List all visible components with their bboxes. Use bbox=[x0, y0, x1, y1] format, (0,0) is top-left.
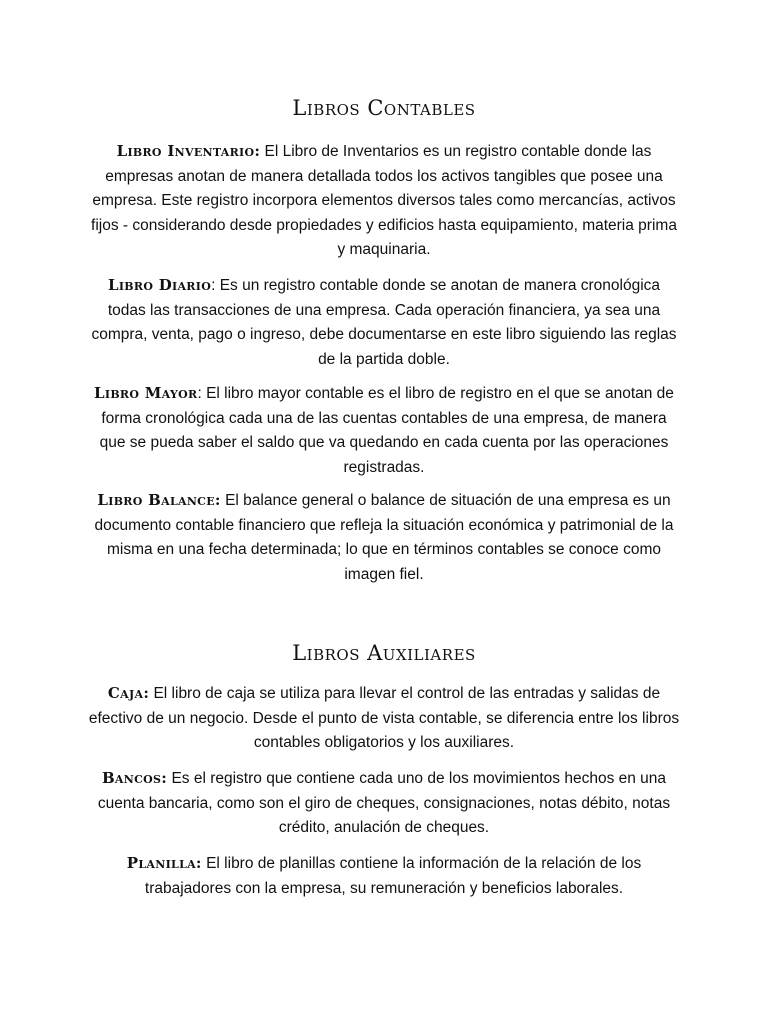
entry-bancos bbox=[88, 766, 680, 841]
entry-libro-diario bbox=[88, 273, 680, 372]
entry-term: Caja: bbox=[107, 684, 150, 702]
entry-term: Libro Mayor bbox=[94, 384, 198, 402]
entry-text: Es el registro que contiene cada uno de los movimientos hechos en una cuenta bancaria, como son el giro de cheques, consignaciones, notas débito, notas crédito, anulación de cheques. bbox=[97, 770, 671, 836]
entry-text: El balance general o balance de situación de una empresa es un documento contable financiero que refleja la situación económica y patrimonial de la misma en una fecha determinada; lo que en términos contables se conoce como imagen fiel. bbox=[94, 492, 674, 583]
entry-term: Libro Diario bbox=[107, 276, 212, 294]
entry-libro-inventario bbox=[88, 139, 680, 263]
entry-text: : Es un registro contable donde se anotan de manera cronológica todas las transacciones de una empresa. Cada operación financiera, ya sea una compra, venta, pago o ingreso, debe documentarse en este libro siguiendo las reglas de la partida doble. bbox=[91, 277, 677, 368]
entry-libro-mayor bbox=[88, 381, 680, 480]
section-title-libros-auxiliares: Libros Auxiliares bbox=[292, 641, 476, 665]
entry-term: Libro Inventario: bbox=[116, 142, 261, 160]
entry-libro-balance bbox=[88, 488, 680, 587]
entry-term: Libro Balance: bbox=[97, 491, 221, 509]
entry-planilla bbox=[88, 851, 680, 901]
section-title-libros-contables: Libros Contables bbox=[292, 96, 476, 120]
entry-term: Bancos: bbox=[101, 769, 168, 787]
entry-text: El libro de planillas contiene la información de la relación de los trabajadores con la empresa, su remuneración y beneficios laborales. bbox=[144, 855, 642, 897]
entry-text: El Libro de Inventarios es un registro contable donde las empresas anotan de manera detallada todos los activos tangibles que posee una empresa. Este registro incorpora elementos diversos tales como mercancías, activos fijos - considerando desde propiedades y edificios hasta equipamiento, materia prima y maquinaria. bbox=[91, 143, 677, 258]
entry-text: : El libro mayor contable es el libro de registro en el que se anotan de forma cronológica cada una de las cuentas contables de una empresa, de manera que se pueda saber el saldo que va quedando en cada cuenta por las operaciones registradas. bbox=[99, 385, 674, 476]
entry-caja bbox=[88, 681, 680, 756]
entry-text: El libro de caja se utiliza para llevar el control de las entradas y salidas de efectivo de un negocio. Desde el punto de vista contable, se diferencia entre los libros contables obligatorios y los auxiliares. bbox=[88, 685, 680, 751]
entry-term: Planilla: bbox=[126, 854, 202, 872]
